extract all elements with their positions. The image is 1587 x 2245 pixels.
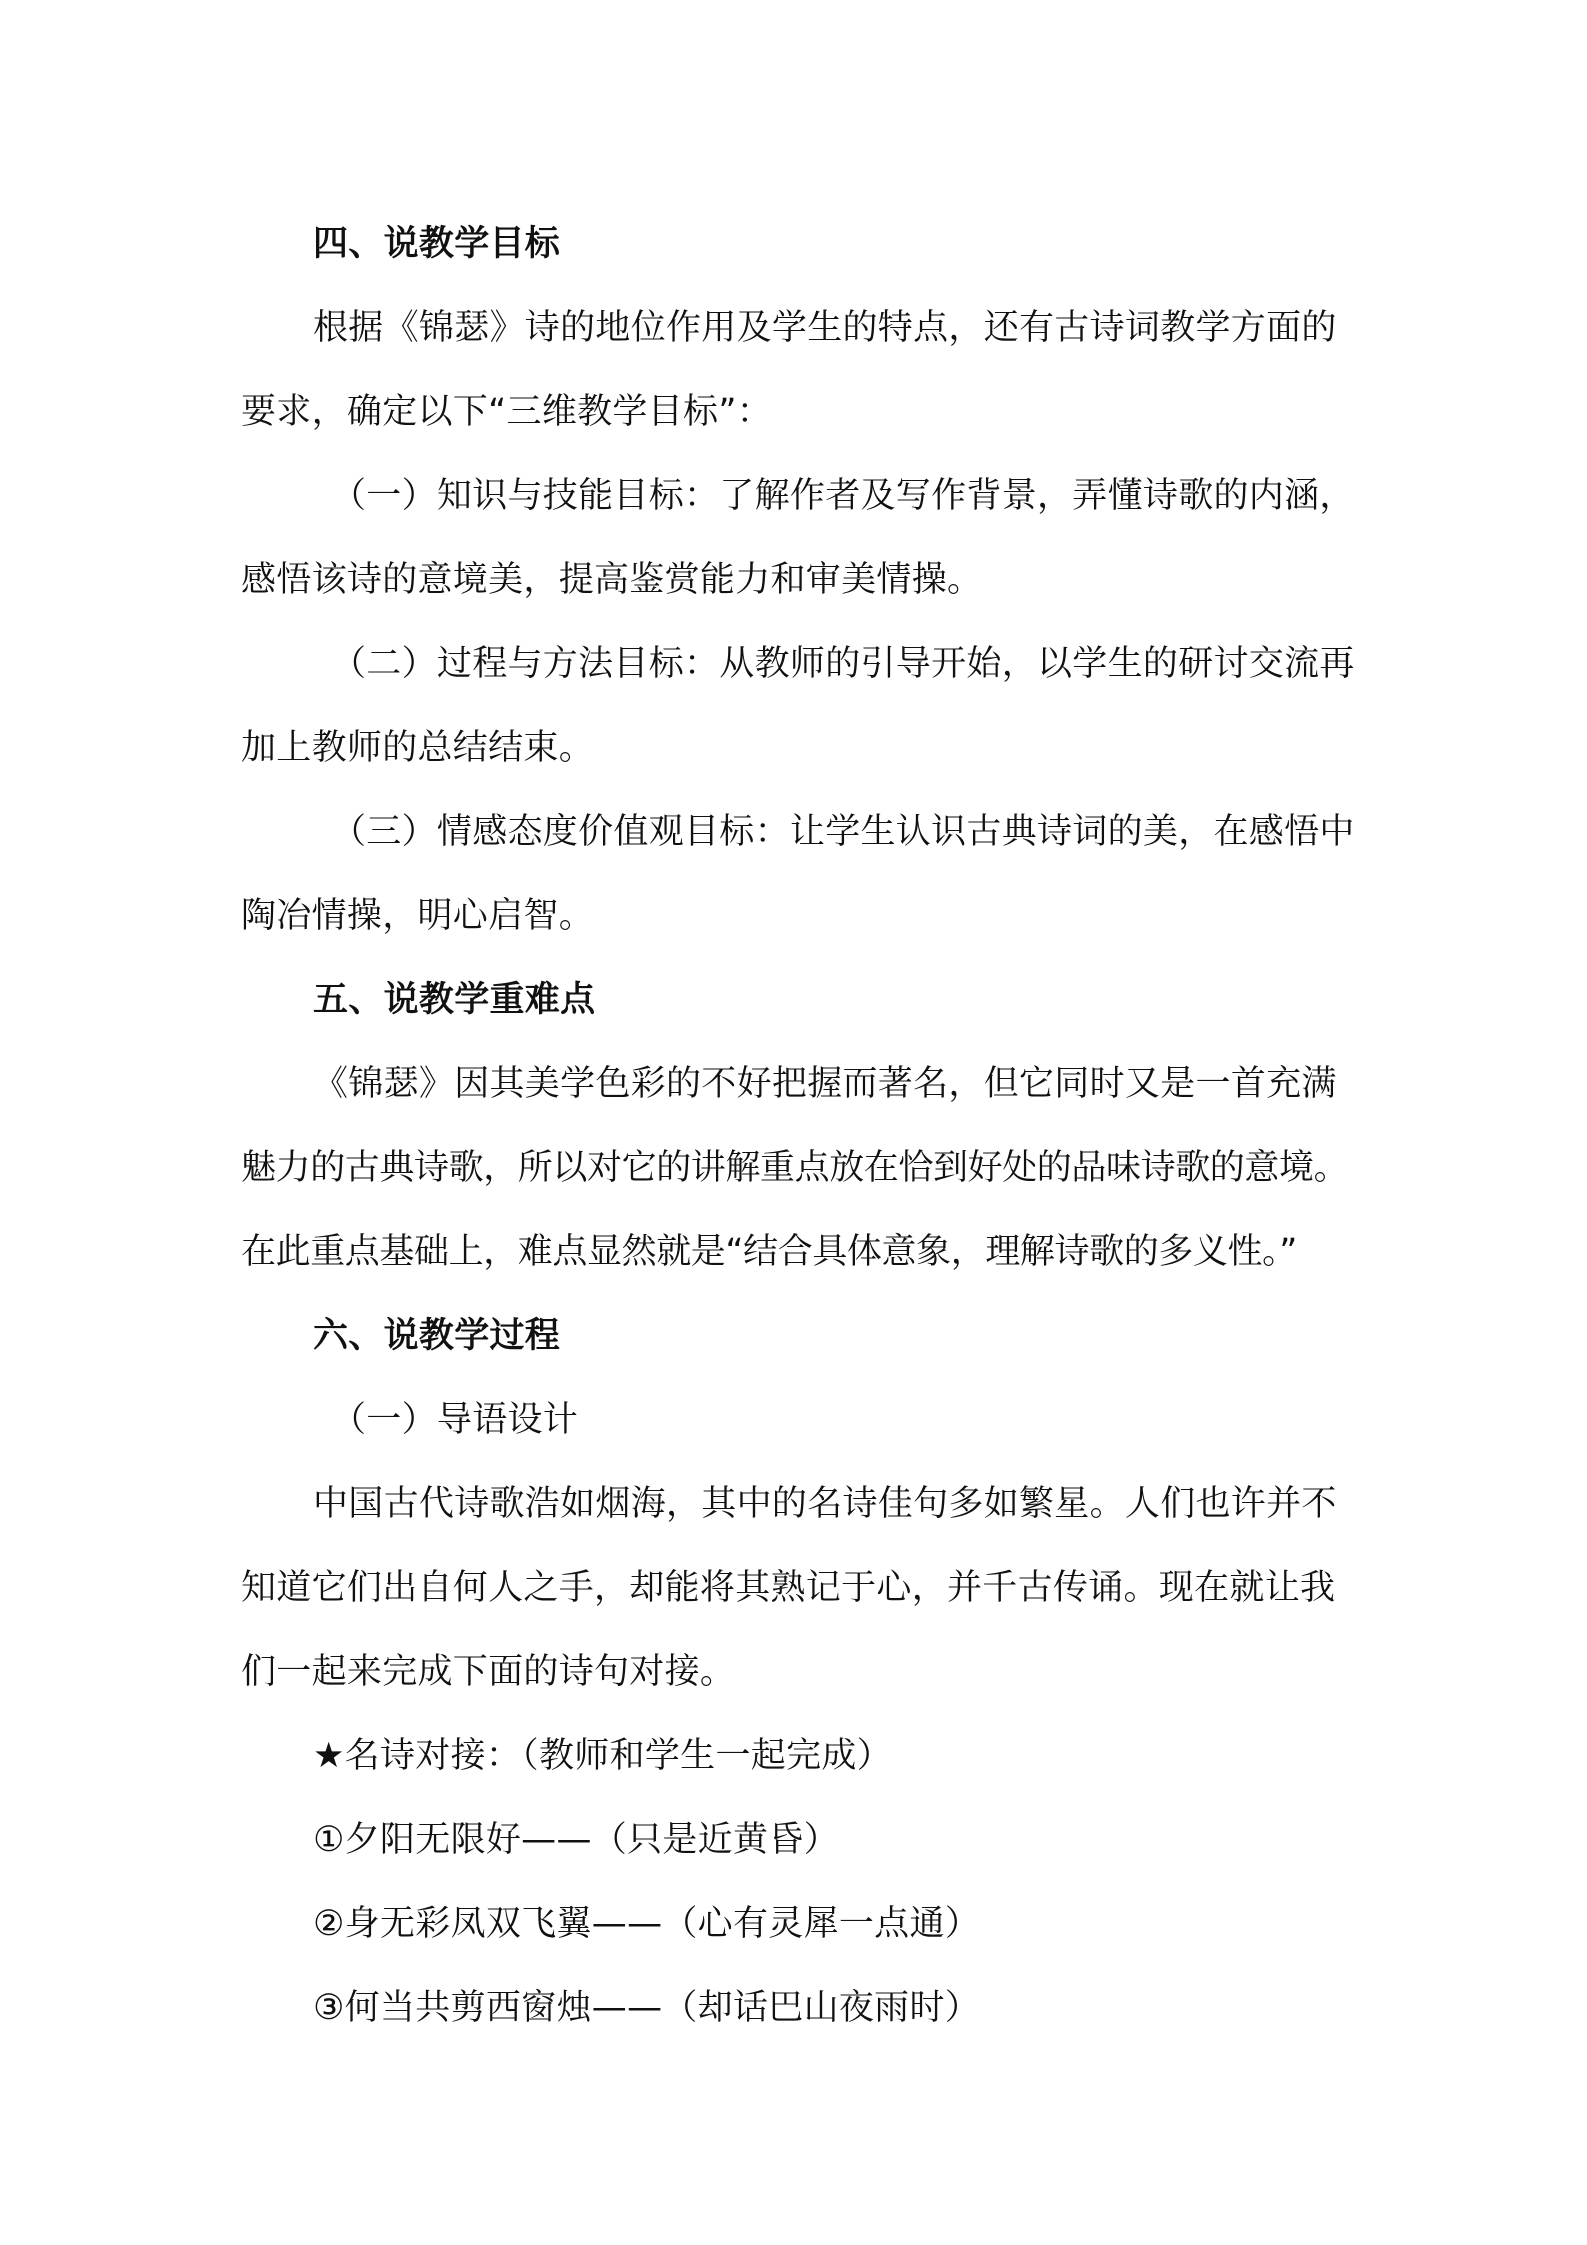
section-heading-key-difficulties: 五、说教学重难点 bbox=[313, 980, 596, 1020]
list-item: ③何当共剪西窗烛——（却话巴山夜雨时） bbox=[313, 1988, 981, 2028]
paragraph-line: 加上教师的总结结束。 bbox=[241, 728, 595, 768]
list-item: ②身无彩凤双飞翼——（心有灵犀一点通） bbox=[313, 1904, 981, 1944]
section-heading-teaching-process: 六、说教学过程 bbox=[313, 1316, 561, 1356]
paragraph-line: 魅力的古典诗歌，所以对它的讲解重点放在恰到好处的品味诗歌的意境。 bbox=[241, 1148, 1349, 1188]
paragraph-line: 在此重点基础上，难点显然就是“结合具体意象，理解诗歌的多义性。” bbox=[241, 1232, 1297, 1272]
paragraph-line: 中国古代诗歌浩如烟海，其中的名诗佳句多如繁星。人们也许并不 bbox=[313, 1484, 1337, 1524]
paragraph-line: 们一起来完成下面的诗句对接。 bbox=[241, 1652, 736, 1692]
subsection-heading: （一）导语设计 bbox=[331, 1400, 579, 1440]
list-intro: ★名诗对接：（教师和学生一起完成） bbox=[313, 1736, 892, 1776]
list-item: ①夕阳无限好——（只是近黄昏） bbox=[313, 1820, 839, 1860]
paragraph-line: 要求，确定以下“三维教学目标”： bbox=[241, 392, 773, 432]
paragraph-line: 根据《锦瑟》诗的地位作用及学生的特点，还有古诗词教学方面的 bbox=[313, 308, 1337, 348]
paragraph-line: （二）过程与方法目标：从教师的引导开始，以学生的研讨交流再 bbox=[331, 644, 1355, 684]
section-heading-teaching-goals: 四、说教学目标 bbox=[313, 224, 561, 264]
document-body bbox=[241, 202, 1355, 2050]
paragraph-line: （三）情感态度价值观目标：让学生认识古典诗词的美，在感悟中 bbox=[331, 812, 1355, 852]
paragraph-line: 《锦瑟》因其美学色彩的不好把握而著名，但它同时又是一首充满 bbox=[313, 1064, 1337, 1104]
paragraph-line: 知道它们出自何人之手，却能将其熟记于心，并千古传诵。现在就让我 bbox=[241, 1568, 1336, 1608]
paragraph-line: 陶冶情操，明心启智。 bbox=[241, 896, 595, 936]
paragraph-line: （一）知识与技能目标：了解作者及写作背景，弄懂诗歌的内涵， bbox=[331, 476, 1355, 516]
paragraph-line: 感悟该诗的意境美，提高鉴赏能力和审美情操。 bbox=[241, 560, 983, 600]
